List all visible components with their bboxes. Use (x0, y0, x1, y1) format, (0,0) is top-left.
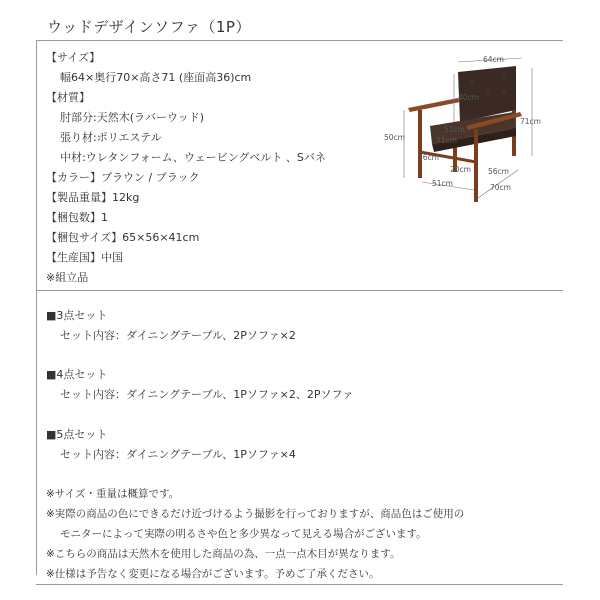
dim-seat-width-1: 51cm (444, 125, 465, 134)
spec-weight: 【製品重量】12kg (46, 191, 140, 204)
spec-material-arm: 肘部分:天然木(ラバーウッド) (60, 111, 205, 124)
sofa-dimension-diagram (380, 52, 560, 212)
note-approx: ※サイズ・重量は概算です。 (46, 488, 180, 500)
set-5-heading: ■5点セット (46, 428, 108, 441)
dim-seat-height: 36cm (418, 153, 439, 162)
note-spec-change: ※仕様は予告なく変更になる場合がございます。予めご了承ください。 (46, 568, 380, 580)
armrest-left (408, 98, 460, 112)
spec-material-label: 【材質】 (46, 91, 90, 104)
spec-left-border (36, 40, 37, 290)
dim-height-right: 71cm (520, 117, 541, 126)
dim-seat-width-2: 51cm (436, 136, 457, 145)
set-4-heading: ■4点セット (46, 368, 108, 381)
dim-depth-side: 56cm (488, 167, 509, 176)
set-4-content: セット内容：ダイニングテーブル、1Pソファ×2、2Pソファ (60, 388, 354, 401)
dim-width-top: 64cm (483, 55, 504, 64)
set-3-content: セット内容：ダイニングテーブル、2Pソファ×2 (60, 329, 296, 342)
set-left-border (36, 290, 37, 575)
note-color-1: ※実際の商品の色にできるだけ近づけるよう撮影を行っておりますが、商品色はご使用の (46, 508, 465, 520)
spec-origin: 【生産国】中国 (46, 251, 123, 264)
spec-package-count: 【梱包数】1 (46, 211, 108, 224)
note-color-2: モニターによって実際の明るさや色と多少異なって見える場合がございます。 (60, 528, 427, 540)
spec-divider (36, 290, 563, 291)
spec-package-size: 【梱包サイズ】65×56×41cm (46, 231, 200, 244)
bottom-divider (36, 584, 563, 585)
set-5-content: セット内容：ダイニングテーブル、1Pソファ×4 (60, 448, 296, 461)
spec-size-value: 幅64×奥行70×高さ71 (座面高36)cm (60, 71, 252, 84)
dim-arm-height: 20cm (450, 165, 471, 174)
dim-height-left: 50cm (384, 133, 405, 142)
dim-depth-bottom: 51cm (432, 179, 453, 188)
spec-material-upholstery: 張り材:ポリエステル (60, 131, 162, 144)
dim-back-height: 40cm (458, 93, 479, 102)
spec-assembly: ※組立品 (46, 271, 89, 284)
set-3-heading: ■3点セット (46, 309, 108, 322)
page-title: ウッドデザインソファ（1P） (47, 18, 251, 36)
spec-material-filling: 中材:ウレタンフォーム、ウェービングベルト 、Sバネ (60, 151, 326, 164)
spec-color: 【カラー】ブラウン / ブラック (46, 171, 200, 184)
title-divider (36, 40, 563, 41)
note-wood-grain: ※こちらの商品は天然木を使用した商品の為、一点一点木目が異なります。 (46, 548, 401, 560)
spec-size-label: 【サイズ】 (46, 51, 101, 64)
dim-depth-total: 70cm (490, 183, 511, 192)
